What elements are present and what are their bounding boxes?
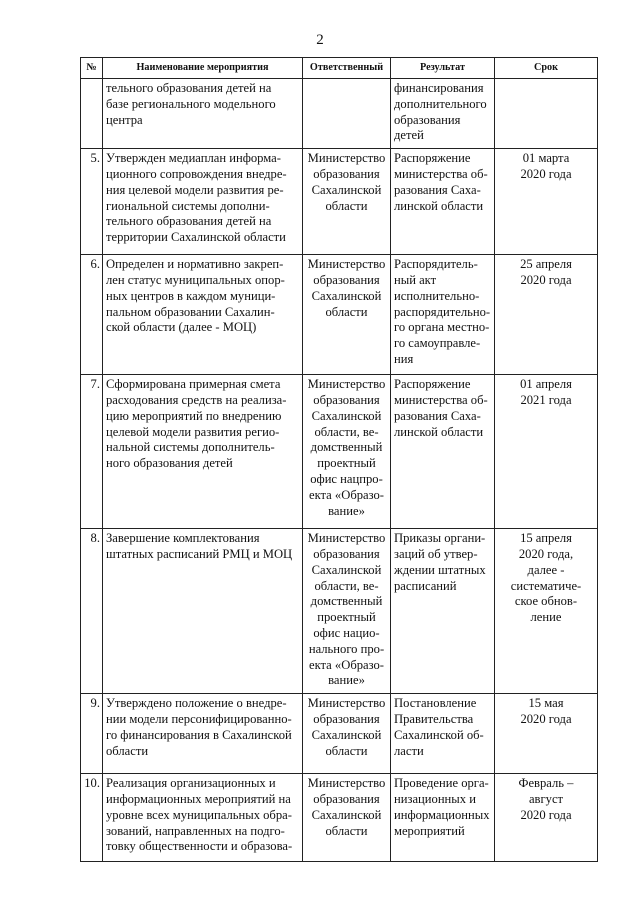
row-number: 5. [90, 151, 100, 166]
row-result: Приказы органи- заций об утвер- ждении штатных расписаний [394, 531, 486, 593]
header-responsible: Ответственный [303, 58, 391, 79]
table-row [81, 774, 598, 862]
plan-table [80, 57, 598, 862]
row-responsible: Министерство образования Сахалинской области [307, 696, 386, 758]
header-term: Срок [495, 58, 598, 79]
table-row [81, 375, 598, 529]
table-header-row [81, 58, 598, 79]
table-row [81, 149, 598, 255]
table-row [81, 694, 598, 774]
row-term: Февраль – август 2020 года [518, 776, 574, 822]
row-responsible: Министерство образования Сахалинской области [307, 257, 386, 319]
row-name: Утверждено положение о внедре- нии модели персонифицированно- го финансирования в Сахалинской области [106, 696, 292, 758]
table-row [81, 529, 598, 694]
row-responsible: Министерство образования Сахалинской области [307, 151, 386, 213]
table-row [81, 79, 598, 149]
row-name: Реализация организационных и информационных мероприятий на уровне всех муниципальных обра- зований, направленных на подго- товку общественности и образова- [106, 776, 293, 854]
row-term: 15 апреля 2020 года, далее - систематиче- ское обнов- ление [510, 531, 582, 625]
row-result: Распоряжение министерства об- разования Саха- линской области [394, 151, 488, 213]
row-responsible: Министерство образования Сахалинской области, ве- домственный проектный офис нацпро- екта «Образо- вание» [307, 377, 386, 518]
row-number: 8. [90, 531, 100, 546]
row-number: 6. [90, 257, 100, 272]
row-name: тельного образования детей на базе регионального модельного центра [106, 81, 276, 127]
row-result: Распоряжение министерства об- разования Саха- линской области [394, 377, 488, 439]
page-number: 2 [316, 32, 324, 48]
header-name: Наименование мероприятия [103, 58, 303, 79]
row-result: Распорядитель- ный акт исполнительно- распорядительно- го органа местно- го самоуправле- ния [394, 257, 491, 366]
table-row [81, 255, 598, 375]
row-result: Постановление Правительства Сахалинской об- ласти [394, 696, 484, 758]
row-term: 25 апреля 2020 года [520, 257, 572, 287]
row-term: 01 апреля 2021 года [520, 377, 572, 407]
row-number: 9. [90, 696, 100, 711]
row-name: Завершение комплектования штатных расписаний РМЦ и МОЦ [106, 531, 293, 561]
row-term: 15 мая 2020 года [520, 696, 572, 726]
header-result: Результат [391, 58, 495, 79]
header-num: № [81, 58, 103, 79]
row-result: Проведение орга- низационных и информационных мероприятий [394, 776, 490, 838]
row-name: Определен и нормативно закреп- лен статус муниципальных опор- ных центров в каждом муници- пальном образовании Сахалин- ской области (далее - МОЦ) [106, 257, 285, 335]
row-number: 7. [90, 377, 100, 392]
row-name: Утвержден медиаплан информа- ционного сопровождения внедре- ния целевой модели развития ре- гиональной системы дополни- тельного образования детей на территории Сахалинской области [106, 151, 287, 245]
row-number: 10. [84, 776, 100, 791]
row-responsible: Министерство образования Сахалинской области, ве- домственный проектный офис нацио- нального про- екта «Образо- вание» [307, 531, 386, 688]
row-term: 01 марта 2020 года [520, 151, 572, 181]
row-result: финансирования дополнительного образования детей [394, 81, 487, 143]
row-responsible: Министерство образования Сахалинской области [307, 776, 386, 838]
row-name: Сформирована примерная смета расходования средств на реализа- цию мероприятий по внедрению целевой модели развития регио- нальной системы дополнитель- ного образования детей [106, 377, 287, 471]
